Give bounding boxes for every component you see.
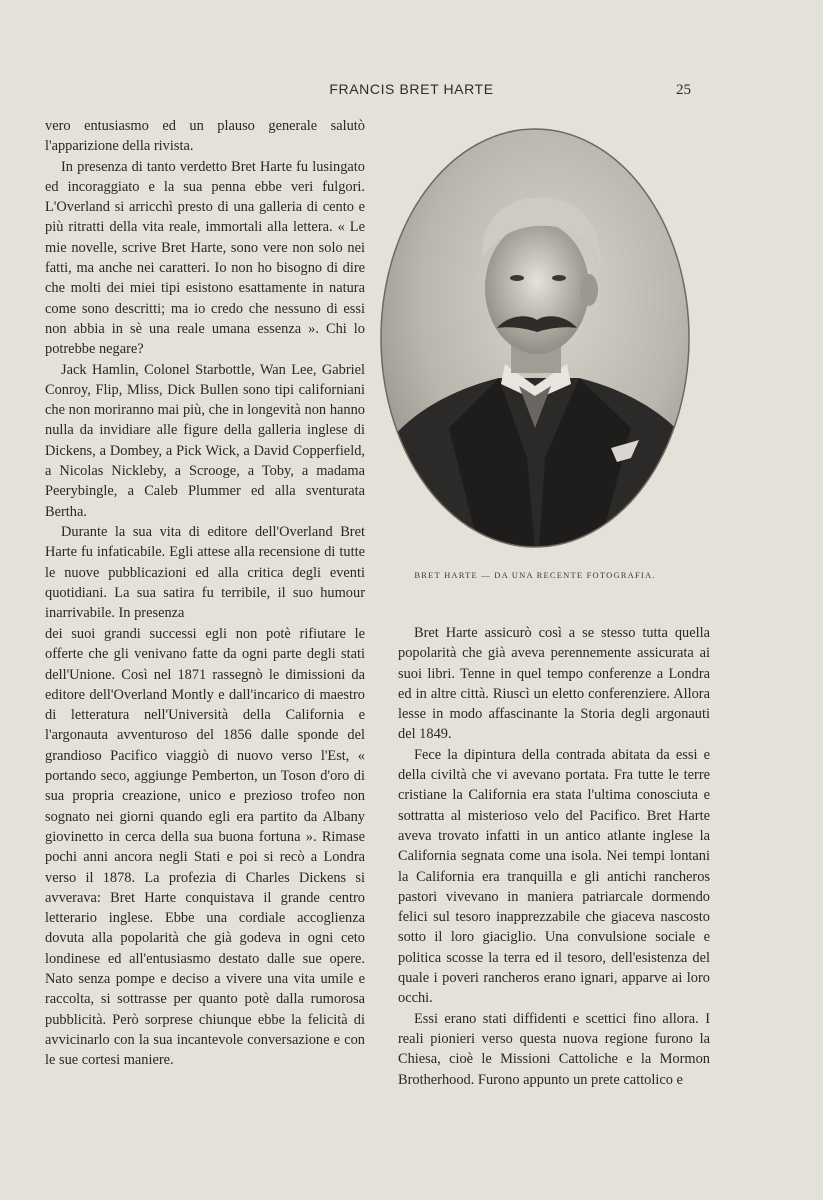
paragraph: Bret Harte assicurò così a se stesso tutta quella popolarità che già aveva perennemente assicurata ai suoi libri. Tenne in quel tempo conferenze a Londra ed in altre città. Riuscì un eletto conferenziere. Allora lesse in modo affascinante la Storia degli argonauti del 1849. xyxy=(398,625,710,743)
paragraph: Jack Hamlin, Colonel Starbottle, Wan Lee, Gabriel Conroy, Flip, Mliss, Dick Bullen sono tipi californiani che non moriranno mai più, che in longevità non hanno nulla da invidiare alle figure della galleria inglese di Dickens, a Dombey, a Pick Wick, a David Copperfield, a Nicolas Nickleby, a Scrooge, a Toby, a madama Peerybingle, a Caleb Plummer ed alla sventurata Bertha. xyxy=(45,361,365,520)
left-column xyxy=(45,116,365,623)
right-column xyxy=(398,623,710,1090)
paragraph: dei suoi grandi successi egli non potè rifiutare le offerte che gli venivano fatte da ogni parte degli stati dell'Unione. Così nel 1871 rassegnò le dimissioni da editore dell'Overland Montly e dall'incarico di maestro di letteratura nell'Università della California e l'argonauta avventuroso del 1856 dalle sponde del grandioso Pacifico viaggiò di nuovo verso l'Est, « portando seco, aggiunge Pemberton, un Toson d'oro di sua propria creazione, unico e prezioso trofeo non sognato nei giorni quando egli era partito da Albany giovinetto in cerca della sua buona fortuna ». Rimase pochi anni ancora negli Stati e poi si recò a Londra verso il 1878. La profezia di Charles Dickens si avverava: Bret Harte conquistava il grande centro letterario inglese. Ebbe una cordiale accoglienza dovuta alla popolarità che già godeva in ogni ceto londinese ed all'entusiasmo destato dalle sue opere. Nato senza pompe e deciso a vivere una vita umile e raccolta, si sottrasse per quanto potè dalla rumorosa pubblicità. Però sorprese chiunque ebbe la felicità di avvicinarlo con la sua incantevole conversazione e con le sue cortesi maniere. xyxy=(45,626,365,1069)
portrait-photograph xyxy=(379,128,691,548)
lower-left-column xyxy=(45,624,365,1071)
paragraph: Fece la dipintura della contrada abitata da essi e della civiltà che vi avevano portata. Fra tutte le terre cristiane la California era stata l'ultima conosciuta e sottratta al misterioso velo del Pacifico. Bret Harte aveva trovato infatti in un antico atlante inglese la California segnata come una isola. Nei tempi lontani la California era tranquilla e gli antichi rancheros pastori vivevano in maniera patriarcale dormendo felici sul tesoro inapprezzabile che giaceva nascosto sotto il loro giaciglio. Una convulsione sociale e politica scosse la terra ed il tesoro, dell'esistenza del quale i poveri rancheros erano ignari, apparve ai loro occhi. xyxy=(398,746,710,1007)
paragraph: Essi erano stati diffidenti e scettici fino allora. I reali pionieri verso questa nuova regione furono la Chiesa, cioè le Missioni Cattoliche e la Mormon Brotherhood. Furono appunto un prete cattolico e xyxy=(398,1010,710,1088)
photo-caption: BRET HARTE — DA UNA RECENTE FOTOGRAFIA. xyxy=(414,570,656,580)
paragraph: vero entusiasmo ed un plauso generale salutò l'apparizione della rivista. xyxy=(45,118,365,155)
page-number: 25 xyxy=(676,82,691,98)
running-header: FRANCIS BRET HARTE xyxy=(329,81,494,97)
paragraph: Durante la sua vita di editore dell'Overland Bret Harte fu infaticabile. Egli attese alla recensione di tutte le nuove pubblicazioni ed alla critica degli eventi quotidiani. La sua satira fu terribile, il suo humour inarrivabile. In presenza xyxy=(45,523,365,622)
paragraph: In presenza di tanto verdetto Bret Harte fu lusingato ed incoraggiato e la sua penna ebbe veri fulgori. L'Overland si arricchì presto di una galleria di cento e più ritratti della vita reale, immortali alla lettera. « Le mie novelle, scrive Bret Harte, sono vere non solo nei fatti, ma anche nei caratteri. Io non ho bisogno di dire che molti dei miei tipi esistono esattamente in natura come sono descritti; ma io credo che nessuno di essi non abbia in sè una reale umana essenza ». Chi lo potrebbe negare? xyxy=(45,158,365,358)
